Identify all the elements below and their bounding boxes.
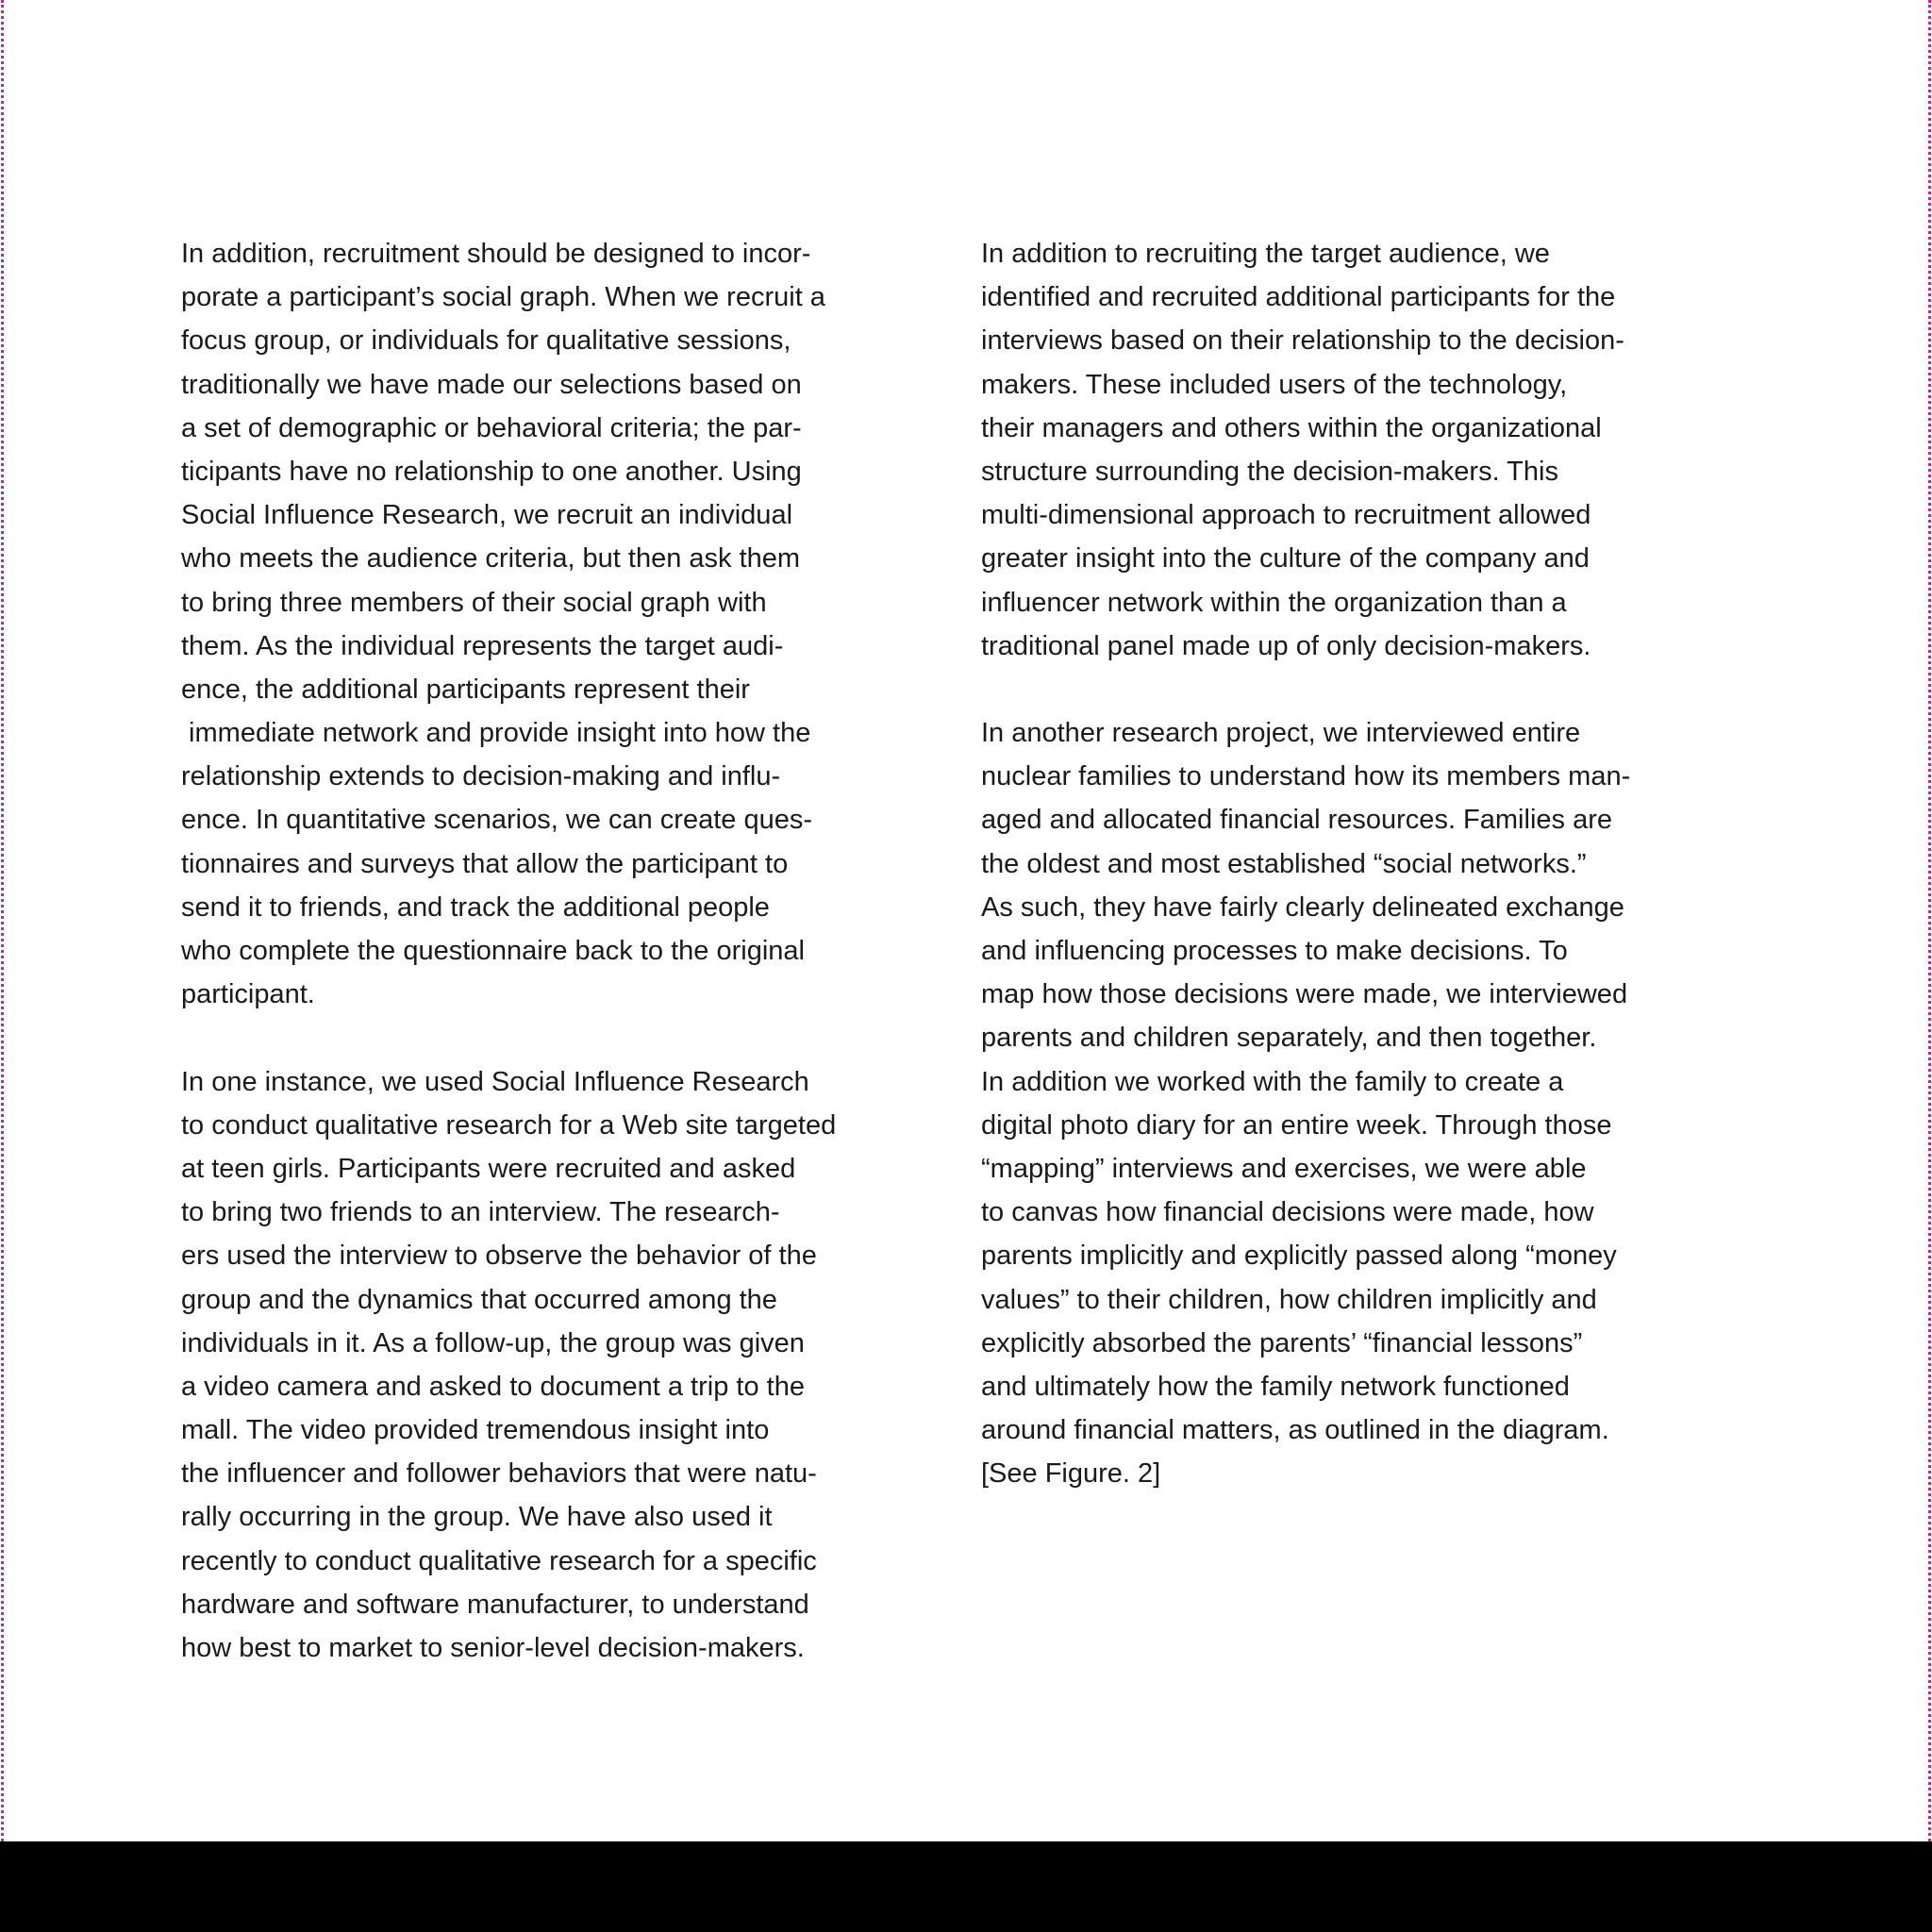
text-line: ence. In quantitative scenarios, we can create ques- (181, 805, 812, 836)
right-text-column (981, 232, 1726, 1495)
text-line: explicitly absorbed the parents’ “financial lessons” (981, 1327, 1583, 1358)
text-line: to canvas how financial decisions were made, how (981, 1197, 1594, 1228)
text-line: Social Influence Research, we recruit an individual (181, 500, 793, 531)
text-line: how best to market to senior-level decision-makers. (181, 1633, 805, 1663)
text-line: around financial matters, as outlined in the diagram. (981, 1415, 1609, 1446)
paragraph (181, 1060, 926, 1671)
text-line: tionnaires and surveys that allow the participant to (181, 848, 789, 879)
text-line: a video camera and asked to document a trip to the (181, 1371, 805, 1402)
footer-band (0, 1841, 1932, 1932)
text-line: makers. These included users of the technology, (981, 369, 1568, 400)
text-line: the influencer and follower behaviors that were natu- (181, 1458, 817, 1490)
text-line: to bring two friends to an interview. The research- (181, 1197, 780, 1228)
text-line: to bring three members of their social graph with (181, 587, 767, 618)
text-line: structure surrounding the decision-makers. This (981, 456, 1558, 487)
text-line: traditional panel made up of only decision-makers. (981, 630, 1591, 661)
text-line: digital photo diary for an entire week. Through those (981, 1109, 1612, 1141)
text-line: mall. The video provided tremendous insight into (181, 1415, 770, 1446)
text-line: participant. (181, 979, 315, 1010)
text-line: to conduct qualitative research for a Web site targeted (181, 1109, 837, 1141)
text-line: relationship extends to decision-making and influ- (181, 761, 781, 792)
text-line: In another research project, we interviewed entire (981, 718, 1581, 749)
text-line: ticipants have no relationship to one another. Using (181, 456, 802, 487)
text-line: who complete the questionnaire back to the original (181, 936, 805, 966)
text-line: the oldest and most established “social networks.” (981, 848, 1587, 879)
text-line: As such, they have fairly clearly delineated exchange (981, 891, 1624, 923)
text-line: individuals in it. As a follow-up, the group was given (181, 1327, 805, 1358)
text-line: and ultimately how the family network functioned (981, 1371, 1570, 1402)
text-line: identified and recruited additional participants for the (981, 282, 1616, 313)
text-line: immediate network and provide insight into how the (181, 718, 811, 749)
text-line: parents implicitly and explicitly passed along “money (981, 1241, 1617, 1272)
text-line: a set of demographic or behavioral criteria; the par- (181, 412, 802, 443)
text-line: In one instance, we used Social Influence Research (181, 1066, 809, 1097)
text-line: and influencing processes to make decisions. To (981, 936, 1568, 966)
right-edge-marks (1928, 0, 1931, 1841)
left-edge-marks (1, 0, 4, 1841)
text-line: their managers and others within the organizational (981, 412, 1602, 443)
paragraph (181, 232, 926, 1016)
text-line: porate a participant’s social graph. When we recruit a (181, 282, 825, 313)
text-line: [See Figure. 2] (981, 1458, 1161, 1490)
text-line: multi-dimensional approach to recruitment allowed (981, 500, 1591, 531)
text-line: traditionally we have made our selections based on (181, 369, 802, 400)
text-line: hardware and software manufacturer, to understand (181, 1589, 809, 1620)
text-line: In addition we worked with the family to create a (981, 1066, 1564, 1097)
text-line: nuclear families to understand how its members man- (981, 761, 1631, 792)
text-line: rally occurring in the group. We have also used it (181, 1502, 773, 1533)
text-line: interviews based on their relationship to the decision- (981, 325, 1624, 357)
text-line: group and the dynamics that occurred among the (181, 1284, 777, 1315)
text-line: map how those decisions were made, we interviewed (981, 979, 1628, 1010)
paragraph (981, 711, 1726, 1495)
text-line: In addition, recruitment should be designed to incor- (181, 239, 811, 269)
text-line: recently to conduct qualitative research for a specific (181, 1545, 817, 1576)
text-line: influencer network within the organization than a (981, 587, 1567, 618)
text-line: “mapping” interviews and exercises, we were able (981, 1153, 1587, 1184)
text-line: them. As the individual represents the target audi- (181, 630, 784, 661)
text-line: In addition to recruiting the target audience, we (981, 239, 1550, 269)
text-line: ers used the interview to observe the behavior of the (181, 1241, 817, 1272)
text-line: aged and allocated financial resources. Families are (981, 805, 1612, 836)
text-line: focus group, or individuals for qualitative sessions, (181, 325, 791, 357)
text-line: who meets the audience criteria, but then ask them (181, 543, 801, 575)
text-line: at teen girls. Participants were recruited and asked (181, 1153, 796, 1184)
text-line: values” to their children, how children implicitly and (981, 1284, 1597, 1315)
paragraph-gap (181, 1016, 926, 1059)
text-line: greater insight into the culture of the company and (981, 543, 1590, 575)
text-line: parents and children separately, and then together. (981, 1023, 1597, 1054)
paragraph-gap (981, 668, 1726, 711)
paragraph (981, 232, 1726, 668)
left-text-column (181, 232, 926, 1670)
text-line: ence, the additional participants represent their (181, 674, 750, 705)
text-line: send it to friends, and track the additional people (181, 891, 770, 923)
